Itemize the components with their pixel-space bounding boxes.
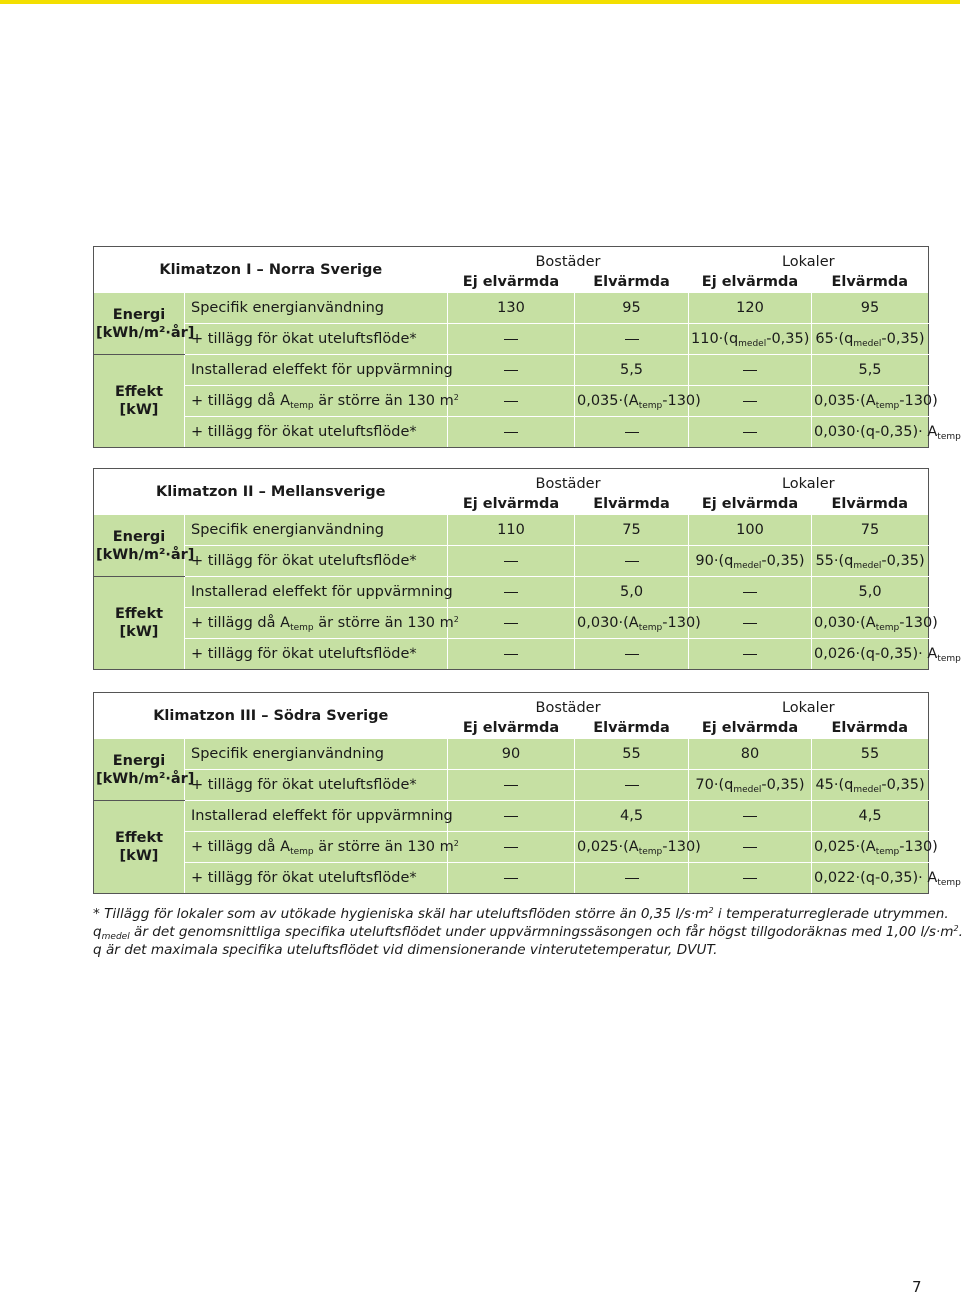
value-cell: $0,025\cdot(A_{temp}-130)$	[575, 832, 689, 863]
row-specifik	[94, 293, 929, 324]
header-elvarmda: Elvärmda	[812, 716, 929, 739]
dash-none	[625, 654, 639, 655]
dash-none	[743, 847, 757, 848]
value-cell	[689, 577, 812, 608]
value-cell: $90\cdot(q_{medel}-0,35)$	[689, 546, 812, 577]
dash-none	[743, 370, 757, 371]
value-cell: $0,025\cdot(A_{temp}-130)$	[812, 832, 929, 863]
value-cell	[689, 801, 812, 832]
label-tillagg-uteluft: + tillägg för ökat uteluftsflöde*	[185, 546, 448, 577]
value-cell	[448, 639, 575, 670]
value-cell: $0,030\cdot(A_{temp}-130)$	[575, 608, 689, 639]
dash-none	[743, 401, 757, 402]
value-cell: 75	[812, 515, 929, 546]
label-tillagg-uteluft: + tillägg för ökat uteluftsflöde*	[185, 639, 448, 670]
dash-none	[625, 432, 639, 433]
value-cell	[575, 324, 689, 355]
value-cell: $65\cdot(q_{medel}-0,35)$	[812, 324, 929, 355]
value-cell: 55	[812, 739, 929, 770]
value-cell	[448, 832, 575, 863]
header-row-group	[94, 693, 929, 717]
value-cell: $55\cdot(q_{medel}-0,35)$	[812, 546, 929, 577]
value-cell: 110	[448, 515, 575, 546]
dash-none	[743, 878, 757, 879]
label-tillagg-uteluft: + tillägg för ökat uteluftsflöde*	[185, 417, 448, 448]
category-effekt: Effekt [kW]	[94, 577, 185, 670]
zone-title: Klimatzon I – Norra Sverige	[94, 247, 448, 294]
footnote-2: $q_{medel}$ är det genomsnittliga specifika uteluftsflödet under uppvärmningssäsongen och får högst tillgodoräknas med 1,00 $l/s\cdot m^2$.	[93, 924, 963, 942]
value-cell	[575, 417, 689, 448]
dash-none	[504, 654, 518, 655]
row-specifik	[94, 515, 929, 546]
label-specifik: Specifik energianvändning	[185, 293, 448, 324]
row-tillagg-effekt	[94, 639, 929, 670]
value-cell: 5,5	[812, 355, 929, 386]
dash-none	[743, 623, 757, 624]
header-ej-elvarmda: Ej elvärmda	[689, 716, 812, 739]
dash-none	[625, 878, 639, 879]
value-cell: 55	[575, 739, 689, 770]
value-cell: $0,022\cdot(q-0,35)\cdot A_{temp}$	[812, 863, 929, 894]
row-tillagg-da	[94, 608, 929, 639]
zone-title: Klimatzon III – Södra Sverige	[94, 693, 448, 740]
header-elvarmda: Elvärmda	[812, 270, 929, 293]
header-ej-elvarmda: Ej elvärmda	[689, 270, 812, 293]
dash-none	[504, 370, 518, 371]
label-tillagg-da: + tillägg då $A_{temp}$ är större än 130 $m^2$	[185, 386, 448, 417]
value-cell	[448, 577, 575, 608]
value-cell: 100	[689, 515, 812, 546]
value-cell: 95	[575, 293, 689, 324]
header-ej-elvarmda: Ej elvärmda	[448, 270, 575, 293]
dash-none	[743, 816, 757, 817]
label-tillagg-da: + tillägg då $A_{temp}$ är större än 130 $m^2$	[185, 608, 448, 639]
value-cell	[689, 863, 812, 894]
value-cell	[575, 639, 689, 670]
value-cell: 95	[812, 293, 929, 324]
climate-zone-table	[93, 468, 961, 670]
footnotes	[93, 905, 963, 959]
dash-none	[504, 623, 518, 624]
header-ej-elvarmda: Ej elvärmda	[448, 716, 575, 739]
dash-none	[625, 785, 639, 786]
label-installerad: Installerad eleffekt för uppvärmning	[185, 355, 448, 386]
value-cell	[448, 386, 575, 417]
header-bostader: Bostäder	[448, 247, 689, 271]
value-cell	[575, 863, 689, 894]
value-cell	[448, 546, 575, 577]
footnote-3: q är det maximala specifika uteluftsflödet vid dimensionerande vinterutetemperatur, DVUT.	[93, 942, 718, 958]
page-number: 7	[912, 1278, 922, 1296]
dash-none	[504, 785, 518, 786]
value-cell: 5,0	[812, 577, 929, 608]
row-installerad	[94, 801, 929, 832]
value-cell	[448, 324, 575, 355]
value-cell: $0,035\cdot(A_{temp}-130)$	[812, 386, 929, 417]
value-cell: $0,030\cdot(q-0,35)\cdot A_{temp}$	[812, 417, 929, 448]
dash-none	[743, 592, 757, 593]
value-cell	[448, 801, 575, 832]
category-energi: Energi [kWh/m²·år]	[94, 293, 185, 355]
category-effekt: Effekt [kW]	[94, 801, 185, 894]
row-tillagg-energi	[94, 546, 929, 577]
row-tillagg-energi	[94, 324, 929, 355]
value-cell: 5,0	[575, 577, 689, 608]
value-cell	[689, 355, 812, 386]
dash-none	[504, 847, 518, 848]
label-tillagg-uteluft: + tillägg för ökat uteluftsflöde*	[185, 324, 448, 355]
value-cell: $70\cdot(q_{medel}-0,35)$	[689, 770, 812, 801]
value-cell	[689, 639, 812, 670]
header-bostader: Bostäder	[448, 693, 689, 717]
value-cell	[448, 355, 575, 386]
header-row-group	[94, 247, 929, 271]
header-lokaler: Lokaler	[689, 469, 929, 493]
value-cell: 130	[448, 293, 575, 324]
value-cell	[575, 770, 689, 801]
top-accent-bar	[0, 0, 960, 4]
row-specifik	[94, 739, 929, 770]
dash-none	[504, 401, 518, 402]
value-cell: 5,5	[575, 355, 689, 386]
dash-none	[625, 339, 639, 340]
value-cell	[448, 770, 575, 801]
value-cell	[575, 546, 689, 577]
climate-zone-table	[93, 246, 961, 448]
dash-none	[504, 561, 518, 562]
dash-none	[504, 816, 518, 817]
label-installerad: Installerad eleffekt för uppvärmning	[185, 577, 448, 608]
dash-none	[504, 592, 518, 593]
value-cell	[689, 608, 812, 639]
header-elvarmda: Elvärmda	[575, 492, 689, 515]
climate-zone-table	[93, 692, 961, 894]
header-elvarmda: Elvärmda	[575, 270, 689, 293]
value-cell: $0,035\cdot(A_{temp}-130)$	[575, 386, 689, 417]
row-tillagg-da	[94, 832, 929, 863]
header-elvarmda: Elvärmda	[575, 716, 689, 739]
label-tillagg-da: + tillägg då $A_{temp}$ är större än 130 $m^2$	[185, 832, 448, 863]
row-installerad	[94, 577, 929, 608]
value-cell	[448, 863, 575, 894]
dash-none	[504, 878, 518, 879]
dash-none	[625, 561, 639, 562]
category-energi: Energi [kWh/m²·år]	[94, 515, 185, 577]
category-effekt: Effekt [kW]	[94, 355, 185, 448]
zone-title: Klimatzon II – Mellansverige	[94, 469, 448, 516]
value-cell	[689, 832, 812, 863]
row-tillagg-effekt	[94, 863, 929, 894]
row-installerad	[94, 355, 929, 386]
value-cell: $110\cdot(q_{medel}-0,35)$	[689, 324, 812, 355]
header-bostader: Bostäder	[448, 469, 689, 493]
dash-none	[504, 339, 518, 340]
value-cell: 4,5	[575, 801, 689, 832]
dash-none	[504, 432, 518, 433]
label-specifik: Specifik energianvändning	[185, 739, 448, 770]
header-lokaler: Lokaler	[689, 247, 929, 271]
header-elvarmda: Elvärmda	[812, 492, 929, 515]
value-cell: $0,026\cdot(q-0,35)\cdot A_{temp}$	[812, 639, 929, 670]
category-energi: Energi [kWh/m²·år]	[94, 739, 185, 801]
footnote-1: * Tillägg för lokaler som av utökade hygieniska skäl har uteluftsflöden större än 0,35 $l/s\cdot m^2$ i temperaturreglerade utrymmen.	[93, 906, 949, 922]
row-tillagg-energi	[94, 770, 929, 801]
label-tillagg-uteluft: + tillägg för ökat uteluftsflöde*	[185, 863, 448, 894]
dash-none	[743, 432, 757, 433]
row-tillagg-da	[94, 386, 929, 417]
label-installerad: Installerad eleffekt för uppvärmning	[185, 801, 448, 832]
label-tillagg-uteluft: + tillägg för ökat uteluftsflöde*	[185, 770, 448, 801]
value-cell	[689, 417, 812, 448]
value-cell: 4,5	[812, 801, 929, 832]
value-cell	[448, 417, 575, 448]
value-cell	[448, 608, 575, 639]
row-tillagg-effekt	[94, 417, 929, 448]
value-cell	[689, 386, 812, 417]
header-ej-elvarmda: Ej elvärmda	[448, 492, 575, 515]
value-cell: $0,030\cdot(A_{temp}-130)$	[812, 608, 929, 639]
header-lokaler: Lokaler	[689, 693, 929, 717]
value-cell: $45\cdot(q_{medel}-0,35)$	[812, 770, 929, 801]
dash-none	[743, 654, 757, 655]
value-cell: 80	[689, 739, 812, 770]
value-cell: 120	[689, 293, 812, 324]
value-cell: 75	[575, 515, 689, 546]
header-row-group	[94, 469, 929, 493]
label-specifik: Specifik energianvändning	[185, 515, 448, 546]
header-ej-elvarmda: Ej elvärmda	[689, 492, 812, 515]
value-cell: 90	[448, 739, 575, 770]
